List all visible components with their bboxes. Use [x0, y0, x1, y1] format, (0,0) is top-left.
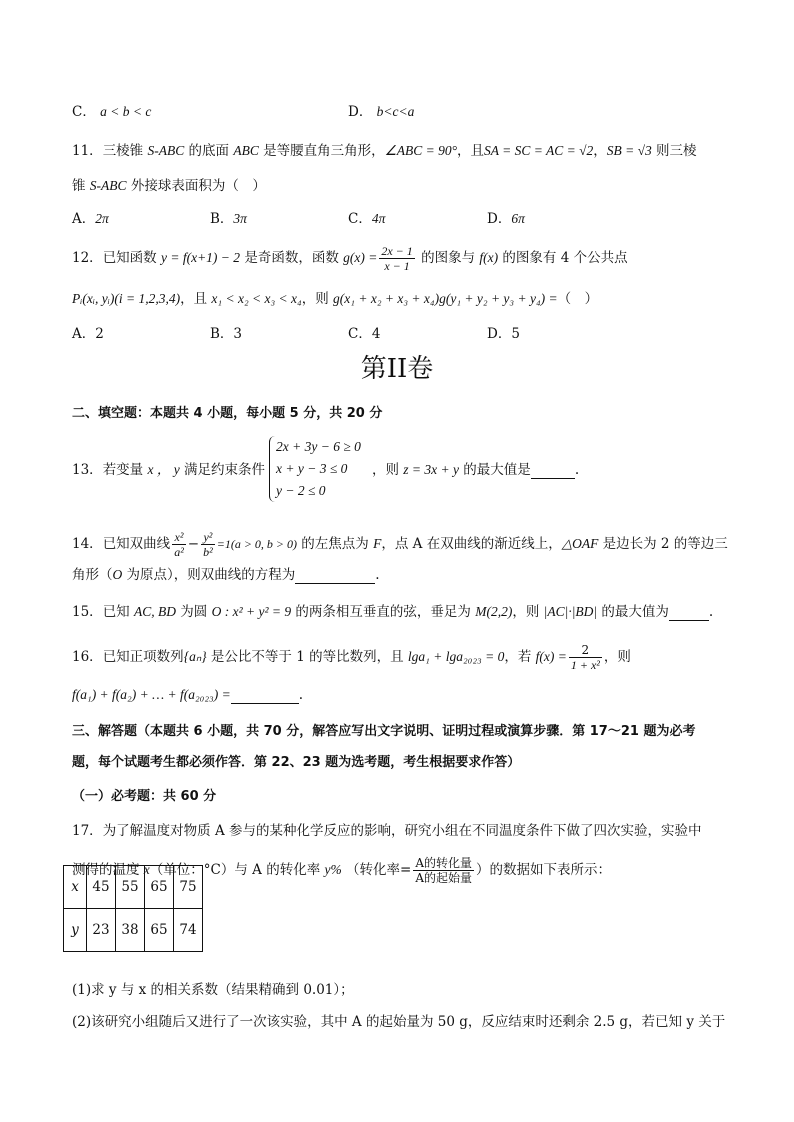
q11-angle: ∠ABC = 90°: [384, 143, 457, 158]
q12-option-a: [72, 325, 104, 343]
q12-g-numerator: 2x − 1: [381, 244, 413, 258]
q11-option-b: [210, 210, 247, 228]
q14-triangle: △OAF: [561, 536, 599, 551]
q11-option-a-value: 2π: [95, 211, 109, 226]
q12-option-c: [348, 325, 380, 343]
q11-stem-line2: [72, 177, 266, 195]
q11-text-f: 则三棱: [651, 143, 697, 159]
q17-y: y%: [324, 862, 342, 877]
table-cell: 74: [174, 909, 203, 952]
q11-line2-b: 外接球表面积为（ ）: [126, 178, 266, 194]
q11-option-b-label: B．: [210, 211, 234, 227]
q14-x-fraction: [172, 530, 186, 559]
q14-line2-a: 角形（: [72, 567, 113, 583]
q11-base: ABC: [233, 143, 259, 158]
table-cell: 38: [116, 909, 145, 952]
q11-pyramid: S-ABC: [147, 143, 185, 158]
q12-option-b-value: 3: [233, 326, 243, 342]
q17-line2-a: 测得的温度: [72, 862, 144, 878]
q13-constraint-1: 2x + 3y − 6 ≥ 0: [276, 439, 361, 454]
q11-option-a: [72, 210, 109, 228]
q12-option-a-value: 2: [95, 326, 104, 342]
q17-line1: 为了解温度对物质 A 参与的某种化学反应的影响，研究小组在不同温度条件下做了四次实验，实验中: [102, 823, 702, 839]
table-cell-y-label: y: [64, 909, 87, 952]
q13-text-b: 满足约束条件: [179, 462, 266, 478]
q11-stem-line1: [72, 142, 697, 160]
q15-text-e: 的最大值为: [597, 604, 669, 620]
q12-stem-line2: [72, 290, 598, 308]
q11-pyramid-2: S-ABC: [89, 178, 127, 193]
q11-option-c-value: 4π: [371, 211, 386, 226]
table-row-x: [64, 866, 203, 909]
q10-option-d: [348, 103, 414, 121]
q11-option-c-label: C．: [348, 211, 372, 227]
q14-stem-line1: 14．已知双曲线 $\frac{\text{x²}}{\text{a²}}$ − $\frac{\text{y²}}{\text{b²}}$ =1(a > 0, b > 0) 的左焦点为 F，点 A 在双曲线的渐近线上，△OAF 是边长为 2 的等边三: [72, 530, 728, 559]
q16-f-lhs: f(x) =: [535, 649, 567, 664]
table-cell: 65: [145, 909, 174, 952]
q14-line2-b: 为原点），则双曲线的方程为: [122, 567, 296, 583]
q13-text-a: 若变量: [102, 462, 148, 478]
q12-line2-a: ，且: [180, 291, 212, 307]
q10-option-d-label: D．: [348, 104, 373, 120]
q11-option-c: [348, 210, 385, 228]
q12-option-d: [487, 325, 520, 343]
q15-text-a: 已知: [102, 604, 134, 620]
q13-constraint-3: y − 2 ≤ 0: [276, 483, 326, 498]
q14-x2: x²: [172, 530, 186, 545]
q14-number: 14．: [72, 536, 103, 552]
q16-number: 16．: [72, 649, 103, 665]
q16-f-numerator: 2: [569, 643, 602, 658]
q13-text-c: ，则: [372, 462, 404, 478]
q13-z: z = 3x + y: [403, 462, 460, 477]
q12-stem-line1: [72, 244, 628, 273]
q15-product: |AC|·|BD|: [543, 604, 598, 619]
table-row-y: [64, 909, 203, 952]
q15-stem: 15．已知 AC, BD 为圆 O : x² + y² = 9 的两条相互垂直的弦，垂足为 M(2,2)，则 |AC|·|BD| 的最大值为 .: [72, 604, 714, 620]
q11-text-a: 三棱锥: [102, 143, 148, 159]
q11-option-d-value: 6π: [511, 211, 525, 226]
q12-g-lhs: g(x) =: [343, 250, 378, 265]
q14-b2: b²: [203, 545, 213, 559]
q17-part2: (2)该研究小组随后又进行了一次该实验，其中 A 的起始量为 50 g，反应结束时还剩余 2.5 g，若已知 y 关于: [72, 1014, 726, 1030]
q12-text-d: 的图象有 4 个公共点: [498, 250, 628, 266]
q14-f: F: [373, 536, 382, 551]
q17-x: x: [143, 862, 150, 877]
q13-stem: [72, 461, 265, 479]
table-cell: 75: [174, 866, 203, 909]
q16-text-d: ，则: [603, 649, 631, 665]
q15-circle: O : x² + y² = 9: [211, 604, 292, 619]
q12-option-b-label: B．: [210, 326, 234, 342]
q11-number: 11．: [72, 143, 103, 159]
q13-constraint-2: x + y − 3 ≤ 0: [276, 461, 348, 476]
q12-text-c: 的图象与: [416, 250, 480, 266]
q17-number: 17．: [72, 823, 103, 839]
q11-equal: SA = SC = AC = √2: [483, 143, 594, 158]
q15-text-d: ，则: [512, 604, 544, 620]
q14-text-a: 已知双曲线: [102, 536, 171, 552]
required-heading: （一）必考题：共 60 分: [72, 789, 217, 804]
q12-text-a: 已知函数: [102, 250, 161, 266]
q17-line2-c: （转化率=: [341, 862, 412, 878]
q10-option-d-expr: b<c<a: [376, 104, 415, 119]
q11-text-c: 是等腰直角三角形，: [258, 143, 385, 159]
q12-points: Pᵢ(xᵢ, yᵢ)(i = 1,2,3,4): [72, 291, 181, 306]
table-cell: 65: [145, 866, 174, 909]
q11-line2-a: 锥: [72, 178, 90, 194]
q17-stem-line1: [72, 822, 702, 840]
answer-heading-line1: 三、解答题（本题共 6 小题，共 70 分，解答应写出文字说明、证明过程或演算步骤．第 17～21 题为必考: [72, 724, 696, 739]
q16-text-c: ，若: [504, 649, 536, 665]
q14-text-c: ，点 A 在双曲线的渐近线上，: [381, 536, 562, 552]
q12-g-fraction: [379, 244, 414, 273]
q17-rate-numerator: A的转化量: [415, 856, 473, 870]
answer-heading-line2: 题，每个试题考生都必须作答．第 22、23 题为选考题，考生根据要求作答）: [72, 755, 521, 770]
q17-data-table: [63, 865, 203, 952]
q10-option-c: [72, 103, 151, 121]
q10-option-c-expr: a < b < c: [100, 104, 152, 119]
q13-text-d: 的最大值是: [459, 462, 531, 478]
q12-line2-b: ，则: [301, 291, 334, 307]
q12-g-denominator: x − 1: [384, 259, 410, 273]
q16-f-fraction: [569, 643, 602, 672]
q14-y2: y²: [201, 530, 215, 545]
q17-rate-denominator: A的起始量: [415, 871, 473, 885]
q12-option-d-value: 5: [511, 326, 520, 342]
q14-condition: =1(a > 0, b > 0): [216, 537, 298, 551]
q16-stem-line2: f(a₁) + f(a₂) + … + f(a₂₀₂₃) = .: [72, 687, 304, 703]
q12-option-b: [210, 325, 242, 343]
q11-sb: SB = √3: [606, 143, 652, 158]
q12-option-c-label: C．: [348, 326, 372, 342]
q12-text-b: 是奇函数，函数: [240, 250, 344, 266]
table-cell: 23: [87, 909, 116, 952]
q14-y-fraction: [201, 530, 215, 559]
q11-option-b-value: 3π: [233, 211, 247, 226]
q12-expr: g(x₁ + x₂ + x₃ + x₄)g(y₁ + y₂ + y₃ + y₄) =: [333, 291, 558, 306]
q14-answer-blank[interactable]: [295, 569, 375, 584]
q15-chords: AC, BD: [133, 604, 176, 619]
q14-stem-line2: 角形（O 为原点），则双曲线的方程为 .: [72, 567, 380, 583]
q15-number: 15．: [72, 604, 103, 620]
q13-answer-blank[interactable]: [531, 464, 575, 479]
q15-text-b: 为圆: [175, 604, 212, 620]
table-cell: 55: [116, 866, 145, 909]
q12-line2-c: （ ）: [557, 291, 599, 307]
q12-option-c-value: 4: [371, 326, 381, 342]
q17-line2-b: （单位：°C）与 A 的转化率: [149, 862, 325, 878]
table-cell-x-label: x: [64, 866, 87, 909]
q16-text-a: 已知正项数列: [102, 649, 184, 665]
part2-title: 第II卷: [360, 354, 434, 384]
q13-number: 13．: [72, 462, 103, 478]
q11-text-d: ，且: [456, 143, 484, 159]
q11-option-d-label: D．: [487, 211, 512, 227]
q14-text-d: 是边长为 2 的等边三: [598, 536, 728, 552]
q16-text-b: 是公比不等于 1 的等比数列，且: [206, 649, 408, 665]
q16-f-denominator: 1 + x²: [570, 658, 600, 672]
q12-order: x₁ < x₂ < x₃ < x₄: [211, 291, 302, 306]
q10-option-c-label: C．: [72, 104, 96, 120]
q17-part1: (1)求 y 与 x 的相关系数（结果精确到 0.01）；: [72, 982, 354, 998]
q12-number: 12．: [72, 250, 103, 266]
q15-m: M(2,2): [475, 604, 513, 619]
q12-option-a-label: A．: [72, 326, 96, 342]
q16-stem-line1: [72, 643, 631, 672]
q11-option-a-label: A．: [72, 211, 96, 227]
fill-heading: 二、填空题：本题共 4 小题，每小题 5 分，共 20 分: [72, 406, 383, 421]
q16-lg: lga₁ + lga₂₀₂₃ = 0: [407, 649, 505, 664]
q17-line2-d: ）的数据如下表所示：: [476, 862, 612, 878]
q11-text-b: 的底面: [184, 143, 234, 159]
q14-o: O: [112, 567, 123, 582]
q14-a2: a²: [174, 545, 184, 559]
q11-option-d: [487, 210, 525, 228]
q14-text-b: 的左焦点为: [297, 536, 374, 552]
q13-vars: x ， y: [147, 462, 180, 477]
q12-fx: f(x): [479, 250, 499, 265]
q17-rate-fraction: [413, 856, 474, 885]
q16-sequence: {aₙ}: [183, 649, 207, 664]
q12-func: y = f(x+1) − 2: [160, 250, 241, 265]
q11-text-e: ，: [593, 143, 607, 159]
q15-text-c: 的两条相互垂直的弦，垂足为: [291, 604, 476, 620]
q13-tail: ，则 z = 3x + y 的最大值是 .: [372, 462, 580, 478]
q12-option-d-label: D．: [487, 326, 512, 342]
q16-answer-blank[interactable]: [231, 689, 299, 704]
table-cell: 45: [87, 866, 116, 909]
q15-answer-blank[interactable]: [669, 606, 709, 621]
q16-sum-expr: f(a₁) + f(a₂) + … + f(a₂₀₂₃) =: [72, 687, 231, 702]
